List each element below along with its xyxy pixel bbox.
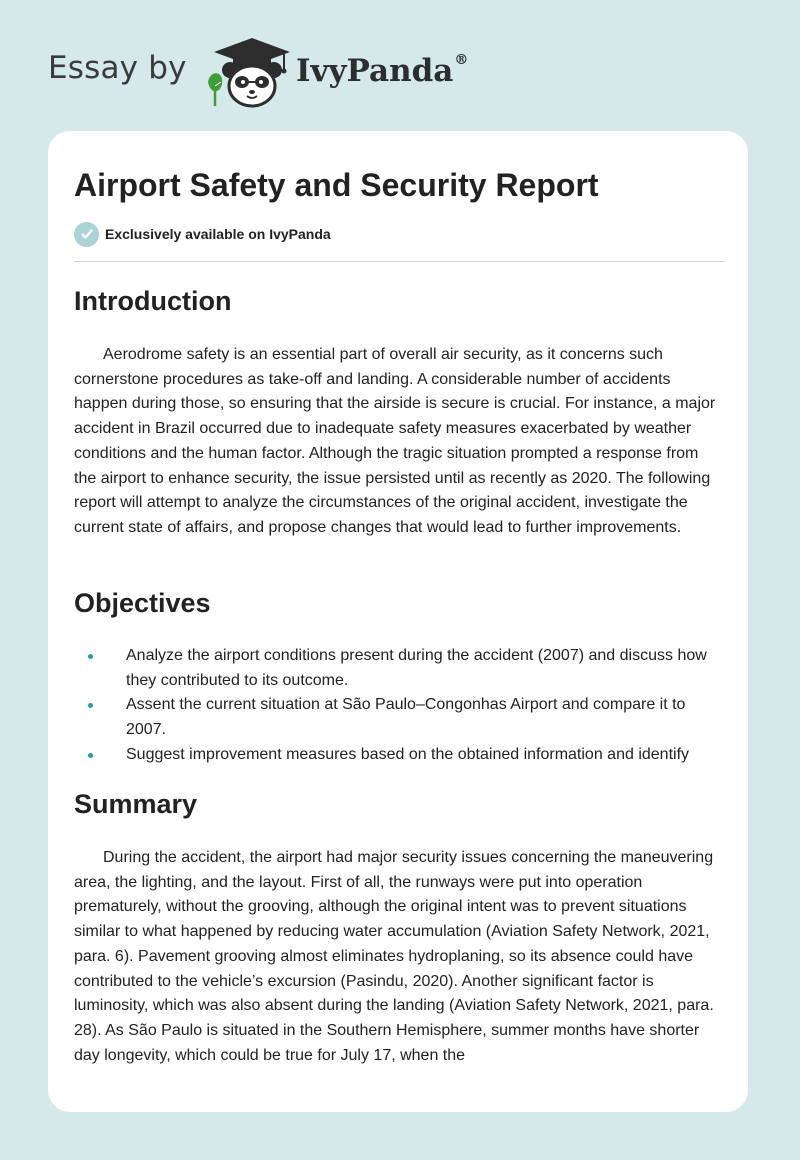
site-header	[0, 0, 800, 130]
list-item	[74, 644, 724, 693]
exclusive-badge	[74, 221, 331, 247]
essay-by-label: Essay by	[48, 50, 187, 86]
section-heading-summary: Summary	[74, 789, 198, 819]
introduction-paragraph: Aerodrome safety is an essential part of overall air security, as it concerns such cornerstone procedures as take-off and landing. A considerable number of accidents happen during those, so ensuring that the airside is secure is crucial. For instance, a major accident in Brazil occurred due to inadequate safety measures exacerbated by weather conditions and the human factor. Although the tragic situation prompted a response from the airport to enhance security, the issue persisted until as recently as 2020. The following report will attempt to analyze the circumstances of the original accident, investigate the current state of affairs, and propose changes that would lead to further improvements.	[74, 346, 716, 536]
panda-logo-icon[interactable]	[200, 36, 292, 108]
list-item-text: Analyze the airport conditions present during the accident (2007) and discuss how they contributed to its outcome.	[126, 647, 707, 689]
title-divider	[74, 261, 724, 262]
bullet-icon	[88, 753, 93, 758]
summary-paragraph: During the accident, the airport had major security issues concerning the maneuvering area, the lighting, and the layout. First of all, the runways were put into operation prematurely, without the grooving, although the original intent was to prevent situations similar to what happened by reducing water accumulation (Aviation Safety Network, 2021, para. 6). Pavement grooving almost eliminates hydroplaning, so its absence could have contributed to the vehicle’s excursion (Pasindu, 2020). Another significant factor is luminosity, which was also absent during the landing (Aviation Safety Network, 2021, para. 28). As São Paulo is situated in the Southern Hemisphere, summer months have shorter day longevity, which could be true for July 17, when the	[74, 849, 714, 1064]
list-item	[74, 693, 724, 742]
bullet-icon	[88, 654, 93, 659]
brand-text: IvyPanda	[296, 53, 454, 89]
section-heading-objectives: Objectives	[74, 588, 211, 618]
bullet-icon	[88, 703, 93, 708]
brand-name[interactable]	[296, 53, 468, 89]
list-item-text: Suggest improvement measures based on the obtained information and identify	[126, 745, 690, 763]
objectives-list	[74, 644, 724, 768]
registered-mark: ®	[454, 51, 469, 68]
list-item-text: Assent the current situation at São Paulo–Congonhas Airport and compare it to 2007.	[126, 696, 686, 739]
essay-card	[48, 131, 748, 1112]
check-icon	[74, 222, 99, 247]
list-item	[74, 743, 724, 768]
essay-title: Airport Safety and Security Report	[74, 167, 599, 203]
exclusive-badge-label: Exclusively available on IvyPanda	[105, 226, 331, 242]
section-heading-introduction: Introduction	[74, 286, 232, 316]
